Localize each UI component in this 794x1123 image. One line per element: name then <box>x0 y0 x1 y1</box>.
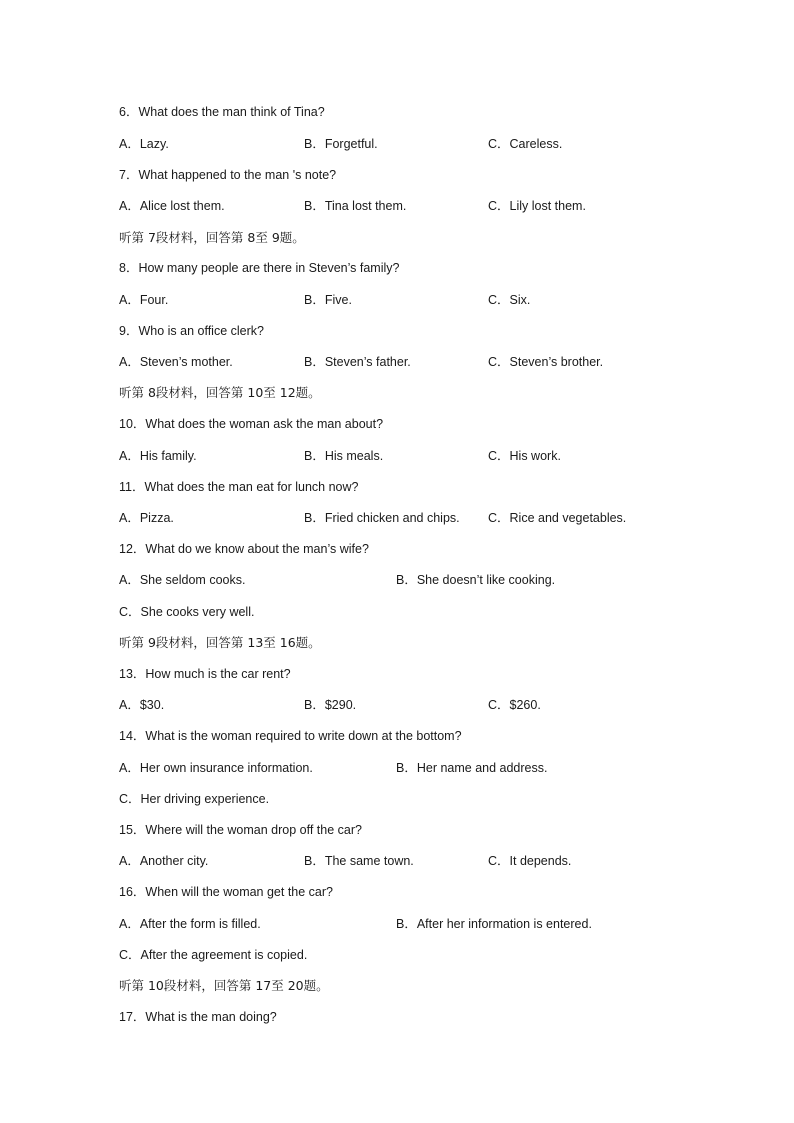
question-10-option-c: C．His work. <box>488 449 561 463</box>
question-15-option-b: B．The same town. <box>304 854 414 868</box>
question-13-option-a: A．$30. <box>119 698 165 712</box>
question-6-stem: 6．What does the man think of Tina? <box>119 105 325 119</box>
question-10-option-b: B．His meals. <box>304 449 384 463</box>
question-14-option-b: B．Her name and address. <box>396 761 548 775</box>
question-6-option-a: A．Lazy. <box>119 137 169 151</box>
question-14-stem: 14．What is the woman required to write down at the bottom? <box>119 729 462 743</box>
question-16-stem: 16．When will the woman get the car? <box>119 885 333 899</box>
question-12-option-b: B．She doesn’t like cooking. <box>396 573 556 587</box>
question-9-option-b: B．Steven’s father. <box>304 355 411 369</box>
question-16-option-c: C．After the agreement is copied. <box>119 948 308 962</box>
question-9-stem: 9．Who is an office clerk? <box>119 324 264 338</box>
question-7-option-a: A．Alice lost them. <box>119 199 225 213</box>
section-10-heading: 听第 10段材料，回答第 17至 20题。 <box>119 978 329 993</box>
question-6-option-b: B．Forgetful. <box>304 137 378 151</box>
question-13-option-c: C．$260. <box>488 698 541 712</box>
question-15-option-a: A．Another city. <box>119 854 209 868</box>
question-13-stem: 13．How much is the car rent? <box>119 667 291 681</box>
question-15-stem: 15．Where will the woman drop off the car? <box>119 823 362 837</box>
question-9-option-c: C．Steven’s brother. <box>488 355 604 369</box>
question-8-stem: 8．How many people are there in Steven’s family? <box>119 261 400 275</box>
question-9-option-a: A．Steven’s mother. <box>119 355 233 369</box>
question-8-option-b: B．Five. <box>304 293 352 307</box>
section-7-heading: 听第 7段材料，回答第 8至 9题。 <box>119 230 305 245</box>
question-11-option-b: B．Fried chicken and chips. <box>304 511 460 525</box>
question-7-stem: 7．What happened to the man 's note? <box>119 168 337 182</box>
question-12-stem: 12．What do we know about the man’s wife? <box>119 542 369 556</box>
question-14-option-a: A．Her own insurance information. <box>119 761 313 775</box>
section-8-heading: 听第 8段材料，回答第 10至 12题。 <box>119 385 321 400</box>
section-9-heading: 听第 9段材料，回答第 13至 16题。 <box>119 635 321 650</box>
question-8-option-c: C．Six. <box>488 293 531 307</box>
question-8-option-a: A．Four. <box>119 293 169 307</box>
question-6-option-c: C．Careless. <box>488 137 563 151</box>
question-11-option-a: A．Pizza. <box>119 511 174 525</box>
question-7-option-c: C．Lily lost them. <box>488 199 586 213</box>
question-14-option-c: C．Her driving experience. <box>119 792 270 806</box>
question-7-option-b: B．Tina lost them. <box>304 199 407 213</box>
question-10-stem: 10．What does the woman ask the man about? <box>119 417 384 431</box>
question-16-option-a: A．After the form is filled. <box>119 917 261 931</box>
question-16-option-b: B．After her information is entered. <box>396 917 592 931</box>
question-13-option-b: B．$290. <box>304 698 357 712</box>
question-17-stem: 17．What is the man doing? <box>119 1010 277 1024</box>
question-12-option-c: C．She cooks very well. <box>119 605 255 619</box>
question-12-option-a: A．She seldom cooks. <box>119 573 246 587</box>
question-10-option-a: A．His family. <box>119 449 197 463</box>
question-11-option-c: C．Rice and vegetables. <box>488 511 627 525</box>
question-11-stem: 11．What does the man eat for lunch now? <box>119 480 359 494</box>
question-15-option-c: C．It depends. <box>488 854 572 868</box>
